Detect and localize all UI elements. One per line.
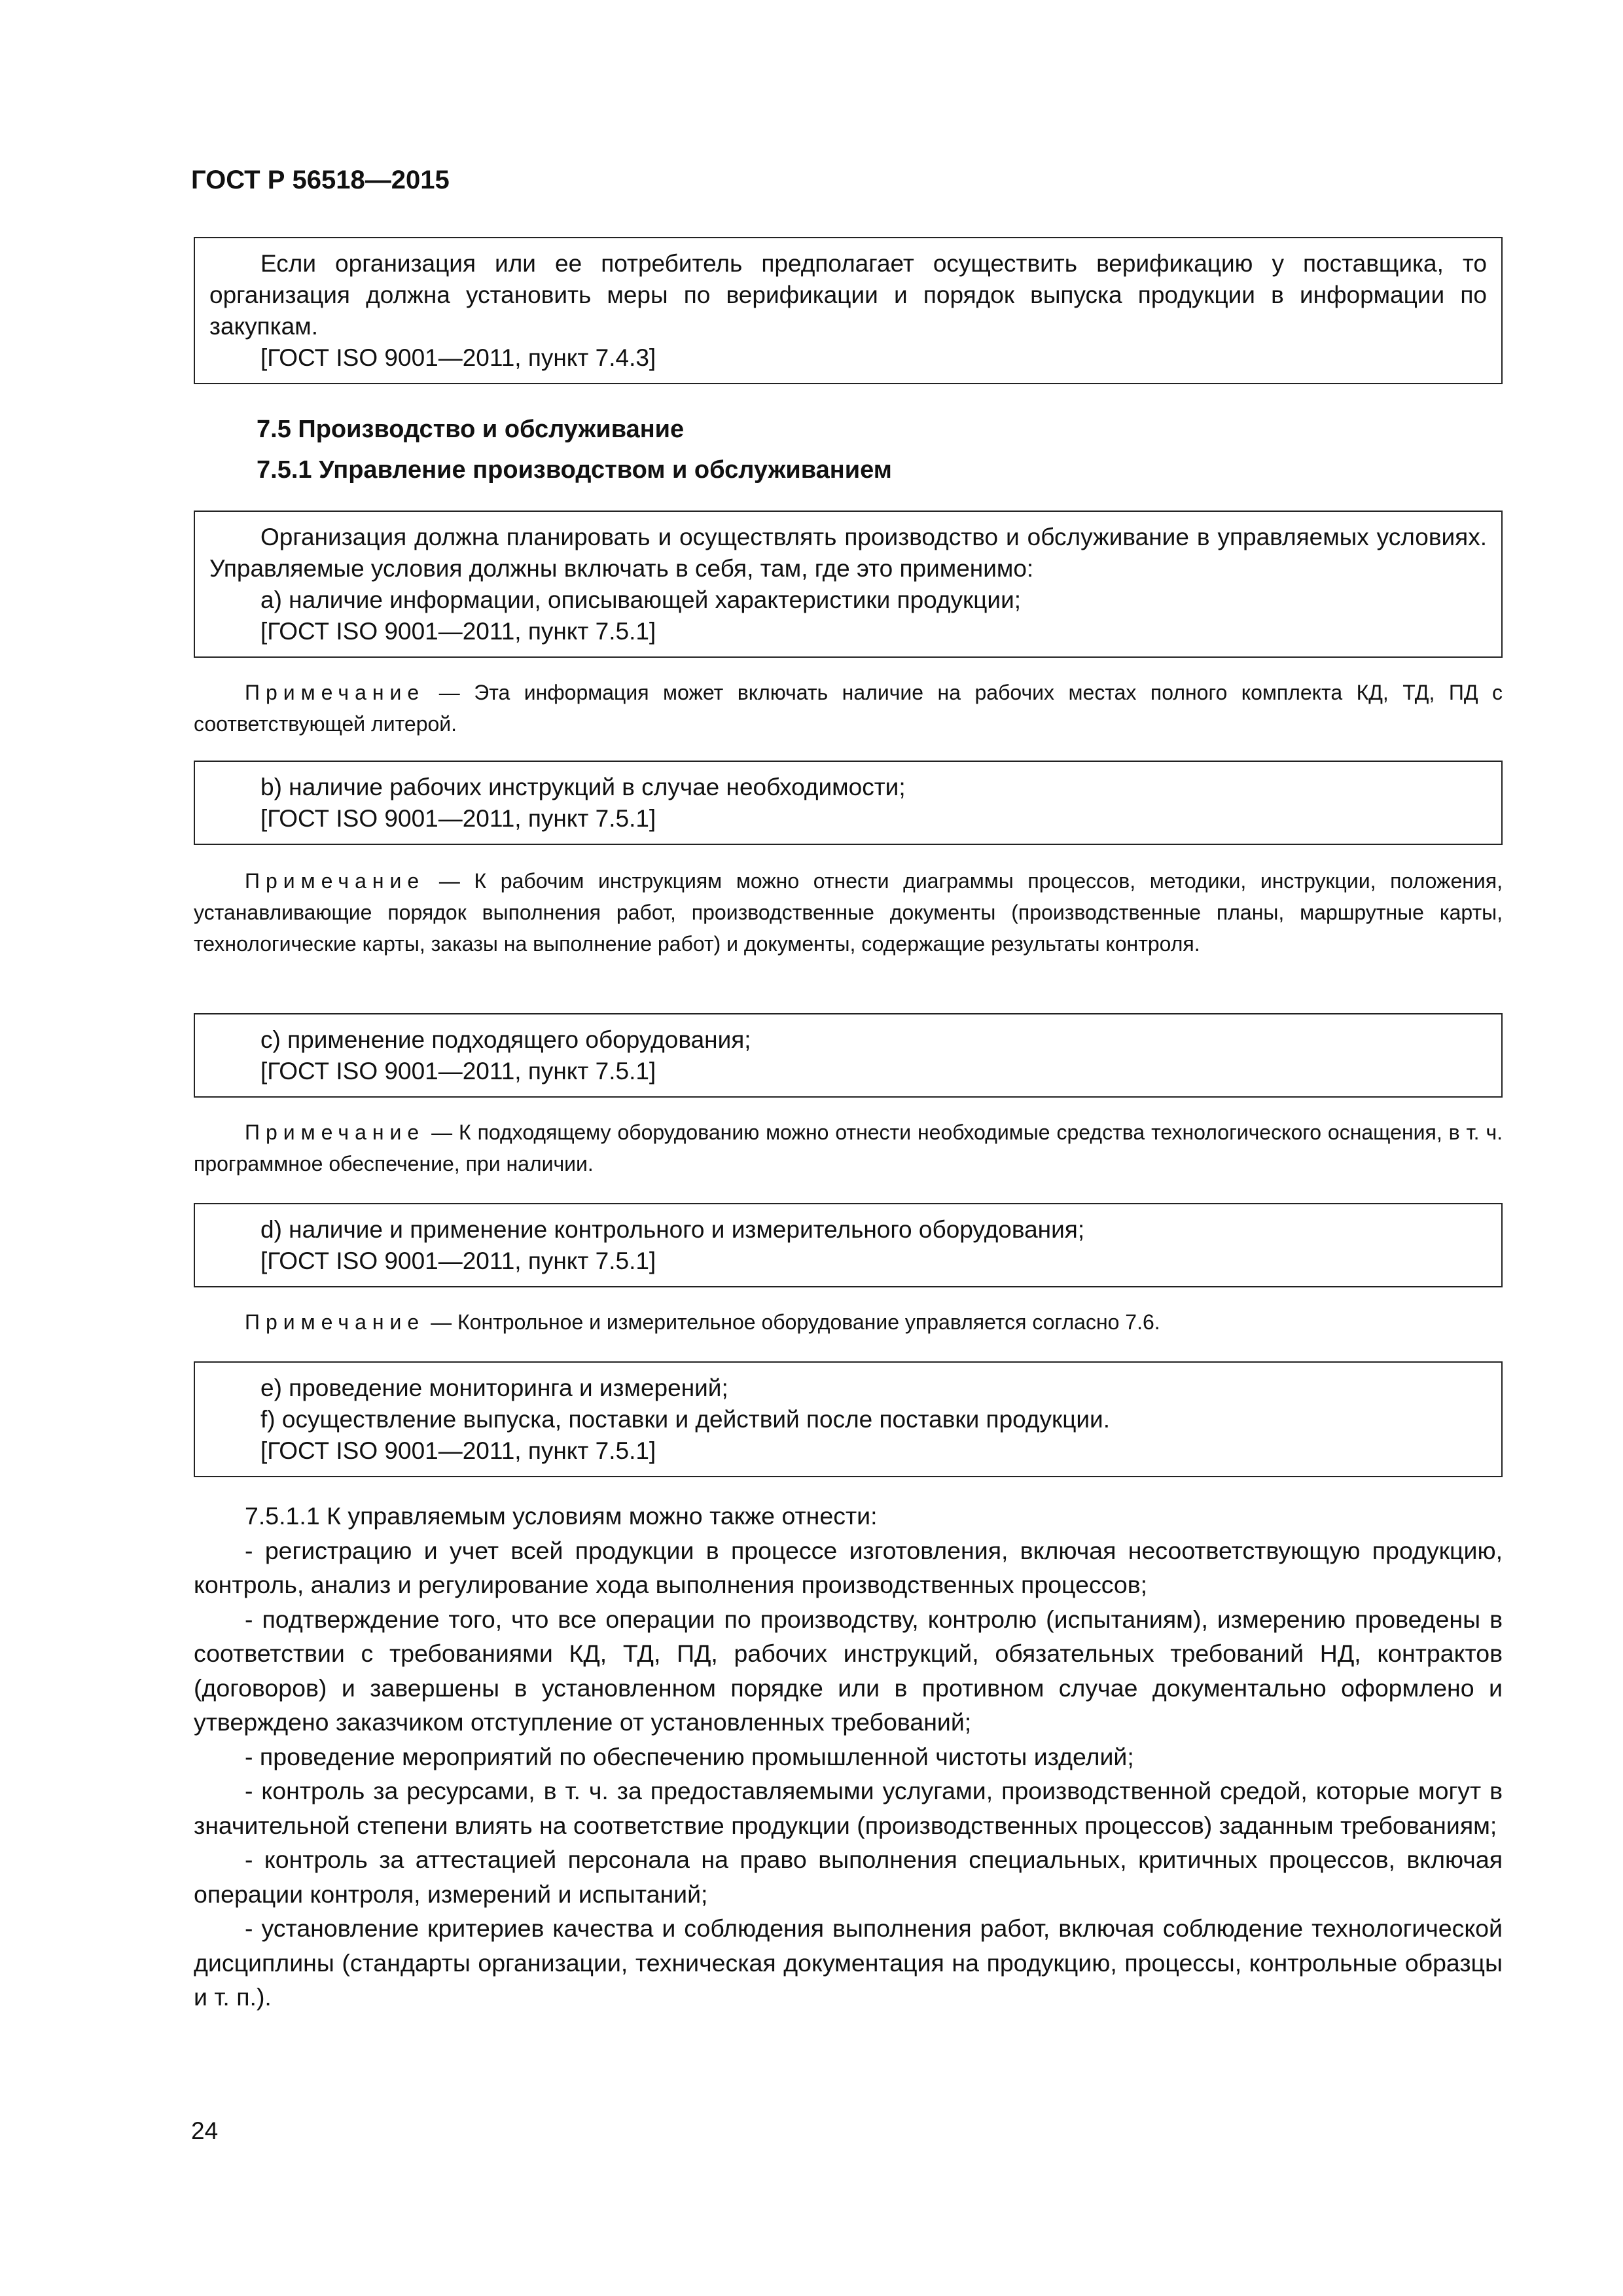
note-label: Примечание [245, 1310, 425, 1334]
note-3 [194, 1117, 1503, 1179]
note-2 [194, 865, 1503, 960]
quote-text: Организация должна планировать и осуществлять производство и обслуживание в управляемых условиях. Управляемые условия должны включать в себя, там, где это применимо: [209, 524, 1487, 582]
note-text: — К подходящему оборудованию можно отнести необходимые средства технологического оснащения, в т. ч. программное обеспечение, при наличии. [194, 1121, 1503, 1175]
quote-reference: [ГОСТ ISO 9001—2011, пункт 7.5.1] [260, 1058, 656, 1085]
section-heading-7-5: 7.5 Производство и обслуживание [257, 416, 685, 443]
quote-reference: [ГОСТ ISO 9001—2011, пункт 7.4.3] [260, 344, 656, 371]
list-item-c: c) применение подходящего оборудования; [260, 1026, 751, 1053]
note-label: Примечание [245, 681, 425, 704]
page-number: 24 [191, 2117, 219, 2144]
note-1 [194, 677, 1503, 740]
note-text: — К рабочим инструкциям можно отнести диаграммы процессов, методики, инструкции, положения, устанавливающие порядок выполнения работ, производственные документы (производственные планы, маршрутные карты, технологические карты, заказы на выполнение работ) и документы, содержащие результаты контроля. [194, 869, 1503, 956]
note-label: Примечание [245, 869, 425, 893]
quote-box-e-f [194, 1361, 1503, 1477]
list-item-a: a) наличие информации, описывающей характеристики продукции; [260, 586, 1022, 613]
list-item: - установление критериев качества и соблюдения выполнения работ, включая соблюдение технологической дисциплины (стандарты организации, техническая документация на продукцию, процессы, контрольные образцы и т. п.). [194, 1914, 1503, 2011]
quote-box-b [194, 761, 1503, 845]
quote-reference: [ГОСТ ISO 9001—2011, пункт 7.5.1] [260, 1437, 656, 1464]
list-item-f: f) осуществление выпуска, поставки и действий после поставки продукции. [260, 1406, 1110, 1433]
quote-box-a [194, 511, 1503, 658]
quote-reference: [ГОСТ ISO 9001—2011, пункт 7.5.1] [260, 618, 656, 645]
note-text: — Контрольное и измерительное оборудование управляется согласно 7.6. [425, 1310, 1160, 1334]
note-label: Примечание [245, 1121, 425, 1144]
list-item-d: d) наличие и применение контрольного и измерительного оборудования; [260, 1216, 1085, 1243]
quote-reference: [ГОСТ ISO 9001—2011, пункт 7.5.1] [260, 1247, 656, 1274]
list-item-b: b) наличие рабочих инструкций в случае необходимости; [260, 774, 906, 800]
note-4 [194, 1306, 1503, 1338]
list-item: - регистрацию и учет всей продукции в процессе изготовления, включая несоответствующую продукцию, контроль, анализ и регулирование хода выполнения производственных процессов; [194, 1536, 1503, 1598]
list-item: - контроль за ресурсами, в т. ч. за предоставляемыми услугами, производственной средой, которые могут в значительной степени влиять на соответствие продукции (производственных процессов) заданным требованиям; [194, 1777, 1503, 1839]
clause-intro: 7.5.1.1 К управляемым условиям можно также отнести: [245, 1502, 878, 1530]
list-item: - контроль за аттестацией персонала на право выполнения специальных, критичных процессов, включая операции контроля, измерений и испытаний; [194, 1846, 1503, 1908]
clause-7-5-1-1 [194, 1499, 1503, 2015]
list-item-e: e) проведение мониторинга и измерений; [260, 1374, 728, 1401]
document-header: ГОСТ Р 56518—2015 [191, 166, 450, 194]
quote-box-7-4-3 [194, 237, 1503, 384]
note-text: — Эта информация может включать наличие на рабочих местах полного комплекта КД, ТД, ПД с соответствующей литерой. [194, 681, 1503, 736]
quote-box-c [194, 1013, 1503, 1098]
list-item: - подтверждение того, что все операции по производству, контролю (испытаниям), измерению проведены в соответствии с требованиями КД, ТД, ПД, рабочих инструкций, обязательных требований НД, контрактов (договоров) и завершены в установленном порядке или в противном случае документально оформлено и утверждено заказчиком отступление от установленных требований; [194, 1605, 1503, 1736]
quote-text: Если организация или ее потребитель предполагает осуществить верификацию у поставщика, то организация должна установить меры по верификации и порядок выпуска продукции в информации по закупкам. [209, 250, 1487, 340]
quote-box-d [194, 1203, 1503, 1287]
section-heading-7-5-1: 7.5.1 Управление производством и обслуживанием [257, 456, 892, 484]
list-item: - проведение мероприятий по обеспечению промышленной чистоты изделий; [245, 1742, 1134, 1770]
quote-reference: [ГОСТ ISO 9001—2011, пункт 7.5.1] [260, 805, 656, 832]
